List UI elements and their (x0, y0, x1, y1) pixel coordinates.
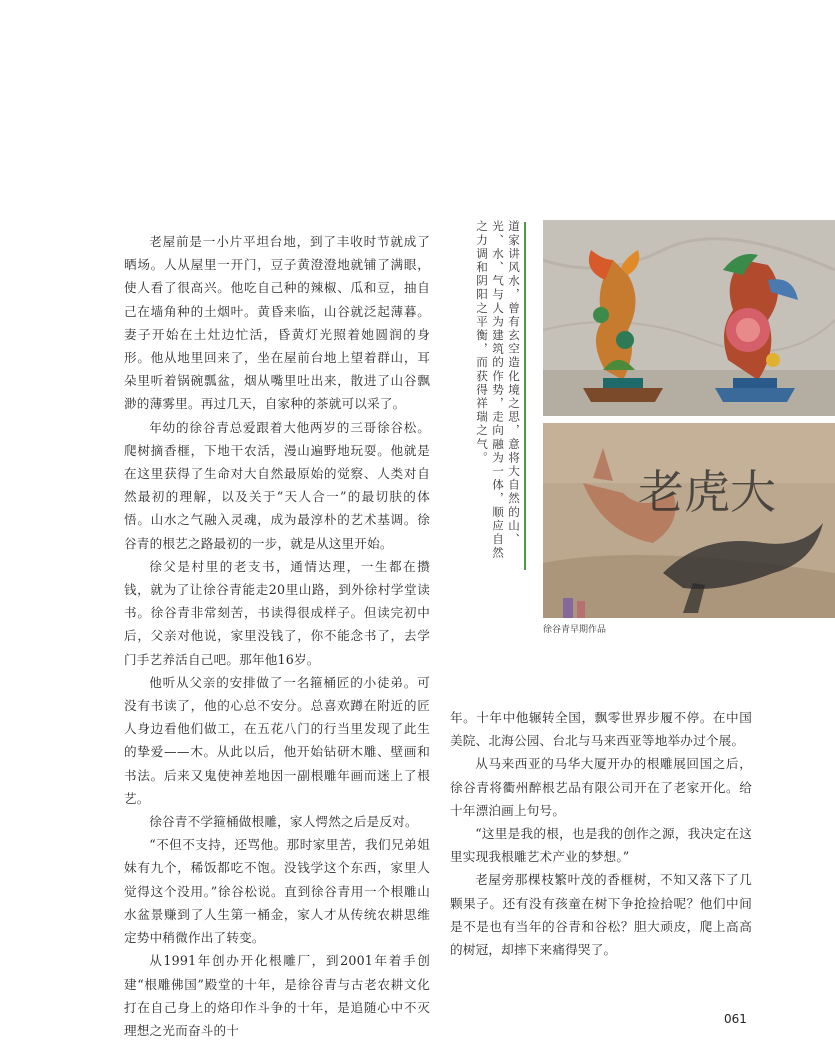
dragon-phoenix-carvings-illustration (543, 220, 835, 416)
carved-sculptures-photo (543, 220, 835, 416)
paragraph: 从马来西亚的马华大厦开办的根雕展回国之后，徐谷青将衢州醉根艺品有限公司开在了老家开化。给十年漂泊画上句号。 (450, 756, 752, 818)
paragraph: 徐谷青不学箍桶做根雕，家人愕然之后是反对。 (149, 814, 418, 830)
paragraph: 从1991年创办开化根雕厂，到2001年着手创建“根雕佛国”殿堂的十年，是徐谷青与古老农耕文化打在自己身上的烙印作斗争的十年，是追随心中不灭理想之光而奋斗的十 (124, 953, 430, 1038)
right-text-column (450, 706, 752, 961)
vertical-pull-quote: 道家讲风水，曾有玄空造化境之思，意将大自然的山、光、水、气与人为建筑的作势，走向融为一体，顺应自然之力调和阴阳之平衡，而获得祥瑞之气。 (475, 220, 521, 560)
page-number: 061 (724, 1012, 747, 1026)
paragraph: 老屋旁那棵枝繁叶茂的香榧树，不知又落下了几颗果子。还有没有孩童在树下争抢捡拾呢？他们中间是不是也有当年的谷青和谷松？胆大顽皮，爬上高高的树冠，却摔下来痛得哭了。 (450, 872, 752, 958)
left-text-column (124, 230, 430, 1042)
wall-calligraphy-illustration (543, 423, 835, 618)
wall-painting-photo (543, 423, 835, 618)
wall-calligraphy-text: 老虎大 (638, 465, 776, 519)
paragraph: 他听从父亲的安排做了一名箍桶匠的小徒弟。可没有书读了，他的心总不安分。总喜欢蹲在附近的匠人身边看他们做工，在五花八门的行当里发现了此生的挚爱——木。从此以后，他开始钻研木雕、壁画和书法。后来又鬼使神差地因一副根雕年画而迷上了根艺。 (124, 674, 430, 806)
paragraph: 年幼的徐谷青总爱跟着大他两岁的三哥徐谷松。爬树摘香榧，下地干农活，漫山遍野地玩耍。他就是在这里获得了生命对大自然最原始的觉察、人类对自然最初的理解，以及关于“天人合一”的最切肤的体悟。山水之气融入灵魂，成为最淳朴的艺术基调。徐谷青的根艺之路最初的一步，就是从这里开始。 (124, 419, 430, 551)
photo-caption: 徐谷青早期作品 (543, 625, 607, 635)
paragraph: 徐父是村里的老支书，通情达理，一生都在攒钱，就为了让徐谷青能走20里山路，到外徐村学堂读书。徐谷青非常刻苦，书读得很成样子。但读完初中后，父亲对他说，家里没钱了，你不能念书了，去学门手艺养活自己吧。那年他16岁。 (124, 558, 430, 667)
paragraph: “这里是我的根，也是我的创作之源，我决定在这里实现我根雕艺术产业的梦想。” (450, 826, 752, 865)
paragraph: “不但不支持，还骂他。那时家里苦，我们兄弟姐妹有九个，稀饭都吃不饱。没钱学这个东西，家里人觉得这个没用。”徐谷松说。直到徐谷青用一个根雕山水盆景赚到了人生第一桶金，家人才从传统农耕思维定势中稍微作出了转变。 (124, 837, 430, 946)
paragraph: 老屋前是一小片平坦台地，到了丰收时节就成了晒场。人从屋里一开门，豆子黄澄澄地就铺了满眼，使人看了很高兴。他吃自己种的辣椒、瓜和豆，抽自己在墙角种的土烟叶。黄昏来临，山谷就泛起薄暮。妻子开始在土灶边忙活，昏黄灯光照着她圆润的身形。他从地里回来了，坐在屋前台地上望着群山，耳朵里听着锅碗瓢盆，烟从嘴里吐出来，散进了山谷飘渺的薄雾里。再过几天，自家种的茶就可以采了。 (124, 234, 430, 412)
paragraph: 年。十年中他辗转全国，飘零世界步履不停。在中国美院、北海公园、台北与马来西亚等地举办过个展。 (450, 710, 752, 749)
caption-divider (524, 222, 526, 570)
